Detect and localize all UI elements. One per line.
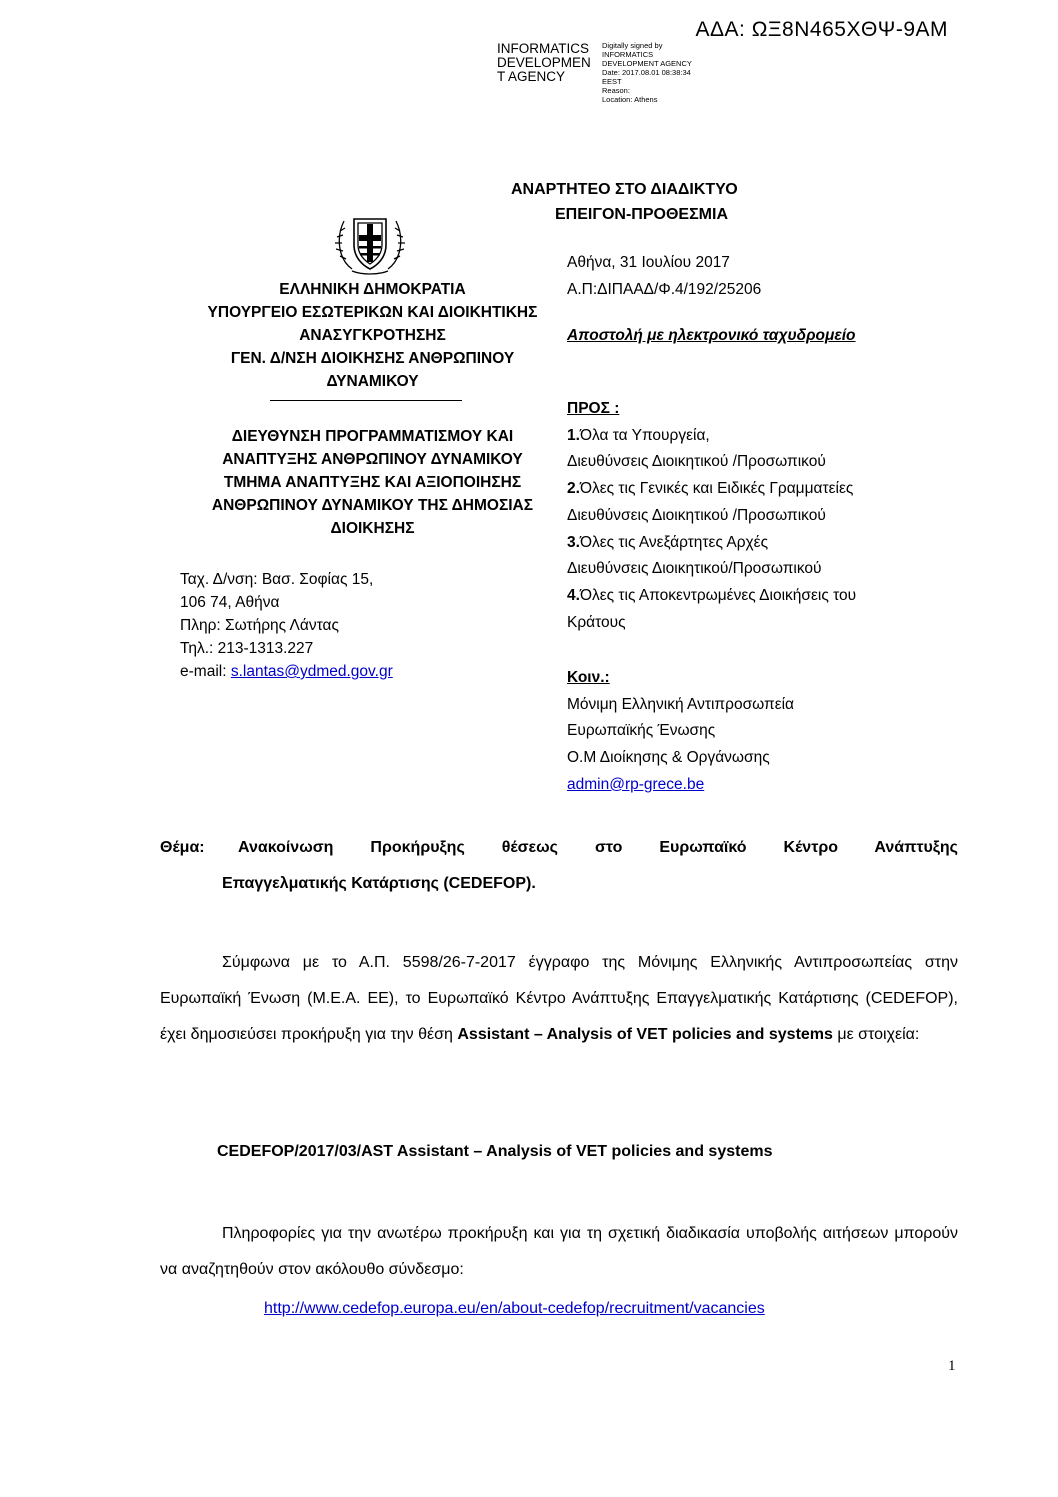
cc-recipient: Ευρωπαϊκής Ένωσης [567,722,716,740]
department-line: ΔΙΟΙΚΗΣΗΣ [330,520,415,537]
heading-line: ΔΥΝΑΜΙΚΟΥ [326,373,419,390]
protocol-number: Α.Π:ΔΙΠΑΑΔ/Φ.4/192/25206 [567,281,762,298]
signature-meta-line: EEST [602,77,622,86]
greek-coat-of-arms-icon [332,203,408,279]
subject-line [160,830,958,866]
body-paragraph-2 [160,1216,958,1288]
digital-signature-name [497,42,607,84]
signature-meta-line: Location: Athens [602,95,658,104]
signature-meta-line: INFORMATICS [602,50,654,59]
subject-line-2: Επαγγελματικής Κατάρτισης (CEDEFOP). [222,875,536,892]
heading-line: ΑΝΑΣΥΓΚΡΟΤΗΣΗΣ [299,327,446,344]
sender-heading [180,278,565,393]
contact-phone: Τηλ.: 213-1313.227 [180,640,314,657]
cc-label: Κοιν.: [567,669,610,686]
cc-recipient: Μόνιμη Ελληνική Αντιπροσωπεία [567,695,795,713]
delivery-method: Αποστολή με ηλεκτρονικό ταχυδρομείο [567,327,856,344]
contact-email-row [180,660,393,683]
department-line: ΑΝΘΡΩΠΙΝΟΥ ΔΥΝΑΜΙΚΟΥ ΤΗΣ ΔΗΜΟΣΙΑΣ [211,497,534,514]
address-line: 106 74, Αθήνα [180,594,280,611]
recipient-name: Όλα τα Υπουργεία, [579,426,710,444]
contact-block [180,568,393,683]
paragraph-tail: με στοιχεία: [832,1026,920,1043]
recipient-name: Όλες τις Αποκεντρωμένες Διοικήσεις του [579,586,857,604]
body-paragraph-1 [160,945,958,1053]
paragraph-text: Πληροφορίες για την ανωτέρω προκήρυξη και για τη σχετική διαδικασία υποβολής αιτήσεων μπορούν να αναζητηθούν στον ακόλουθο σύνδεσμο: [160,1225,958,1278]
signature-meta-line: Reason: [602,86,630,95]
recipient-department: Διευθύνσεις Διοικητικού /Προσωπικού [567,506,826,524]
signature-meta-line: DEVELOPMENT AGENCY [602,59,692,68]
recipient-department: Διευθύνσεις Διοικητικού /Προσωπικού [567,453,826,471]
department-line: ΤΜΗΜΑ ΑΝΑΠΤΥΞΗΣ ΚΑΙ ΑΞΙΟΠΟΙΗΣΗΣ [223,474,522,491]
subject-label: Θέμα: [160,839,205,856]
urgency-notice: ΕΠΕΙΓΟΝ-ΠΡΟΘΕΣΜΙΑ [555,206,729,223]
department-line: ΑΝΑΠΤΥΞΗΣ ΑΝΘΡΩΠΙΝΟΥ ΔΥΝΑΜΙΚΟΥ [222,451,523,468]
sender-department [180,425,565,540]
recipient-department: Διευθύνσεις Διοικητικού/Προσωπικού [567,560,822,578]
recipient-item [567,530,856,557]
recipients-block [567,396,856,636]
signature-meta-line: Date: 2017.08.01 08:38:34 [602,68,691,77]
signature-name-line: T AGENCY [497,69,566,84]
heading-line: ΓΕΝ. Δ/ΝΣΗ ΔΙΟΙΚΗΣΗΣ ΑΝΘΡΩΠΙΝΟΥ [230,350,515,367]
vacancies-link[interactable]: http://www.cedefop.europa.eu/en/about-cedefop/recruitment/vacancies [264,1300,765,1317]
signature-name-line: DEVELOPMEN [497,55,591,70]
vacancy-reference: CEDEFOP/2017/03/AST Assistant – Analysis of VET policies and systems [217,1143,773,1160]
cc-block [567,665,794,799]
recipient-number: 4. [567,586,580,604]
cc-recipient: Ο.Μ Διοίκησης & Οργάνωσης [567,749,770,767]
recipients-label: ΠΡΟΣ : [567,400,620,417]
divider [270,400,462,401]
email-label: e-mail: [180,663,231,680]
paragraph-text: Σύμφωνα με το Α.Π. 5598/26-7-2017 έγγραφο της Μόνιμης Ελληνικής Αντιπροσωπείας στην Ευρωπαϊκή Ένωση (Μ.Ε.Α. ΕΕ), το Ευρωπαϊκό Κέντρο Ανάπτυξης Επαγγελματικής Κατάρτισης (CEDEFOP), έχει δημοσιεύσει προκήρυξη για την θέση [160,954,958,1043]
document-date: Αθήνα, 31 Ιουλίου 2017 [567,254,730,271]
position-title: Assistant – Analysis of VET policies and systems [457,1026,833,1043]
recipient-number: 2. [567,480,580,498]
subject-text [238,830,958,866]
department-line: ΔΙΕΥΘΥΝΣΗ ΠΡΟΓΡΑΜΜΑΤΙΣΜΟΥ ΚΑΙ [231,428,514,445]
cc-email-link[interactable]: admin@rp-grece.be [567,775,705,793]
recipient-name: Όλες τις Γενικές και Ειδικές Γραμματείες [579,480,854,498]
signature-meta-line: Digitally signed by [602,41,663,50]
recipient-item [567,423,856,450]
signature-name-line: INFORMATICS [497,41,589,56]
contact-person: Πληρ: Σωτήρης Λάντας [180,617,339,634]
recipient-item [567,583,856,610]
page-number: 1 [948,1358,956,1374]
recipient-name: Όλες τις Ανεξάρτητες Αρχές [579,533,769,551]
posting-notice: ΑΝΑΡΤΗΤΕΟ ΣΤΟ ΔΙΑΔΙΚΤΥΟ [511,181,738,198]
recipient-item [567,476,856,503]
contact-email-link[interactable]: s.lantas@ydmed.gov.gr [230,663,393,680]
subject-line-1: Ανακοίνωση Προκήρυξης θέσεως στο Ευρωπαϊκό Κέντρο Ανάπτυξης [238,839,958,856]
subject-block [160,830,958,902]
digital-signature-details [602,41,722,104]
recipient-number: 3. [567,533,580,551]
recipient-department: Κράτους [567,613,626,631]
recipient-number: 1. [567,426,580,444]
heading-line: ΕΛΛΗΝΙΚΗ ΔΗΜΟΚΡΑΤΙΑ [279,281,466,298]
heading-line: ΥΠΟΥΡΓΕΙΟ ΕΣΩΤΕΡΙΚΩΝ ΚΑΙ ΔΙΟΙΚΗΤΙΚΗΣ [207,304,538,321]
ada-code: ΑΔΑ: ΩΞ8Ν465ΧΘΨ-9ΑΜ [695,18,948,41]
address-line: Ταχ. Δ/νση: Βασ. Σοφίας 15, [180,571,374,588]
